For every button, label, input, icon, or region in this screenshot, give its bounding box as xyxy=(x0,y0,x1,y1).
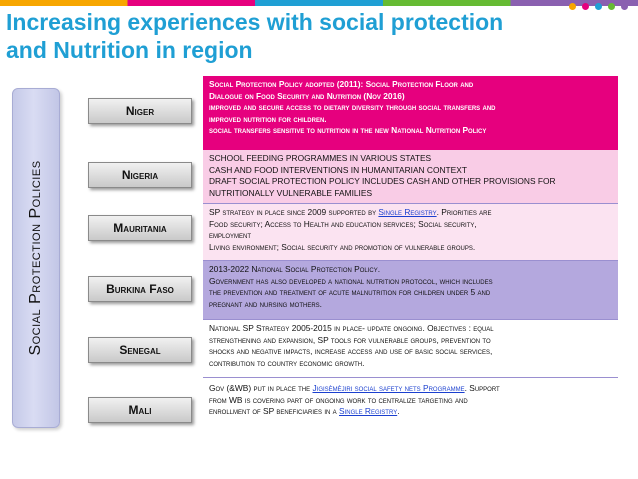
row-niger xyxy=(203,76,618,150)
niger-line-5: social transfers sensitive to nutrition in the new National Nutrition Policy xyxy=(209,125,487,135)
country-mali[interactable]: Mali xyxy=(88,397,192,423)
country-mauritania[interactable]: Mauritania xyxy=(88,215,192,241)
nigeria-line-2: CASH AND FOOD INTERVENTIONS IN HUMANITARIAN CONTEXT xyxy=(209,164,467,175)
nigeria-line-4: NUTRITIONALLY VULNERABLE FAMILIES xyxy=(209,187,373,198)
row-senegal xyxy=(203,320,618,376)
mali-line-3 xyxy=(209,406,612,418)
row-burkina-faso xyxy=(203,261,618,319)
side-label-text: Social Protection Policies xyxy=(27,160,44,356)
mali-line-3-text: enrollment of SP beneficiaries in a xyxy=(209,406,339,416)
burkina-line-4: pregnant and nursing mothers. xyxy=(209,298,322,309)
senegal-line-4: contribution to country economic growth. xyxy=(209,357,365,368)
country-nigeria[interactable]: Nigeria xyxy=(88,162,192,188)
mauritania-line-2: Food security; Access to Health and education services; Social security, xyxy=(209,218,477,229)
mali-line-2: from WB is covering part of ongoing work to centralize targeting and xyxy=(209,394,468,405)
mauritania-line-1-text: SP strategy in place since 2009 supported by xyxy=(209,207,379,217)
mali-line-3-tail: . xyxy=(397,406,400,416)
senegal-line-3: shocks and negative impacts, increase access and use of basic social services, xyxy=(209,346,493,356)
top-accent-stripe xyxy=(0,0,638,6)
senegal-line-1: National SP Strategy 2005-2015 in place- update ongoing. Objectives : equal xyxy=(209,323,494,333)
side-label-box xyxy=(12,88,60,428)
slide-title-line-1: Increasing experiences with social protection xyxy=(6,9,504,35)
mauritania-line-3: employment xyxy=(209,230,252,240)
mali-line-1 xyxy=(209,383,612,395)
slide-title-line-2: and Nutrition in region xyxy=(6,37,253,63)
row-divider xyxy=(203,377,618,378)
row-mauritania xyxy=(203,204,618,260)
niger-line-1: Social Protection Policy adopted (2011): Social Protection Floor and xyxy=(209,79,474,89)
niger-line-4: improved nutrition for children. xyxy=(209,113,327,124)
mauritania-line-1-tail: . Priorities are xyxy=(436,207,492,217)
country-niger[interactable]: Niger xyxy=(88,98,192,124)
nigeria-line-3: DRAFT SOCIAL PROTECTION POLICY INCLUDES CASH AND OTHER PROVISIONS FOR xyxy=(209,176,556,186)
mauritania-line-1 xyxy=(209,207,612,219)
mauritania-line-4: Living environment; Social security and promotion of vulnerable groups. xyxy=(209,241,476,252)
nigeria-line-1: SCHOOL FEEDING PROGRAMMES IN VARIOUS STATES xyxy=(209,153,432,163)
burkina-line-2: Government has also developed a national nutrition protocol, which includes xyxy=(209,275,493,286)
slide-title xyxy=(6,8,626,64)
mali-line-1-text: Gov (&WB) put in place the xyxy=(209,383,313,393)
jigisemejiri-link[interactable]: Jigisèmèjiri social safety nets Programme xyxy=(312,383,465,393)
senegal-line-2: strengthening and expansion, SP tools for vulnerable groups, prevention to xyxy=(209,334,491,345)
niger-line-2: Dialogue on Food Security and Nutrition (Nov 2016) xyxy=(209,90,405,101)
mali-line-1-tail: . Support xyxy=(464,383,500,393)
single-registry-link[interactable]: Single Registry xyxy=(378,207,437,217)
country-burkina-faso[interactable]: Burkina Faso xyxy=(88,276,192,302)
row-mali xyxy=(203,380,618,430)
row-nigeria xyxy=(203,150,618,203)
country-senegal[interactable]: Senegal xyxy=(88,337,192,363)
burkina-line-1: 2013-2022 National Social Protection Policy. xyxy=(209,264,381,274)
niger-line-3: improved and secure access to dietary diversity through social transfers and xyxy=(209,102,496,112)
burkina-line-3: the prevention and treatment of acute malnutrition for children under 5 and xyxy=(209,287,491,297)
single-registry-link[interactable]: Single Registry xyxy=(339,406,398,416)
